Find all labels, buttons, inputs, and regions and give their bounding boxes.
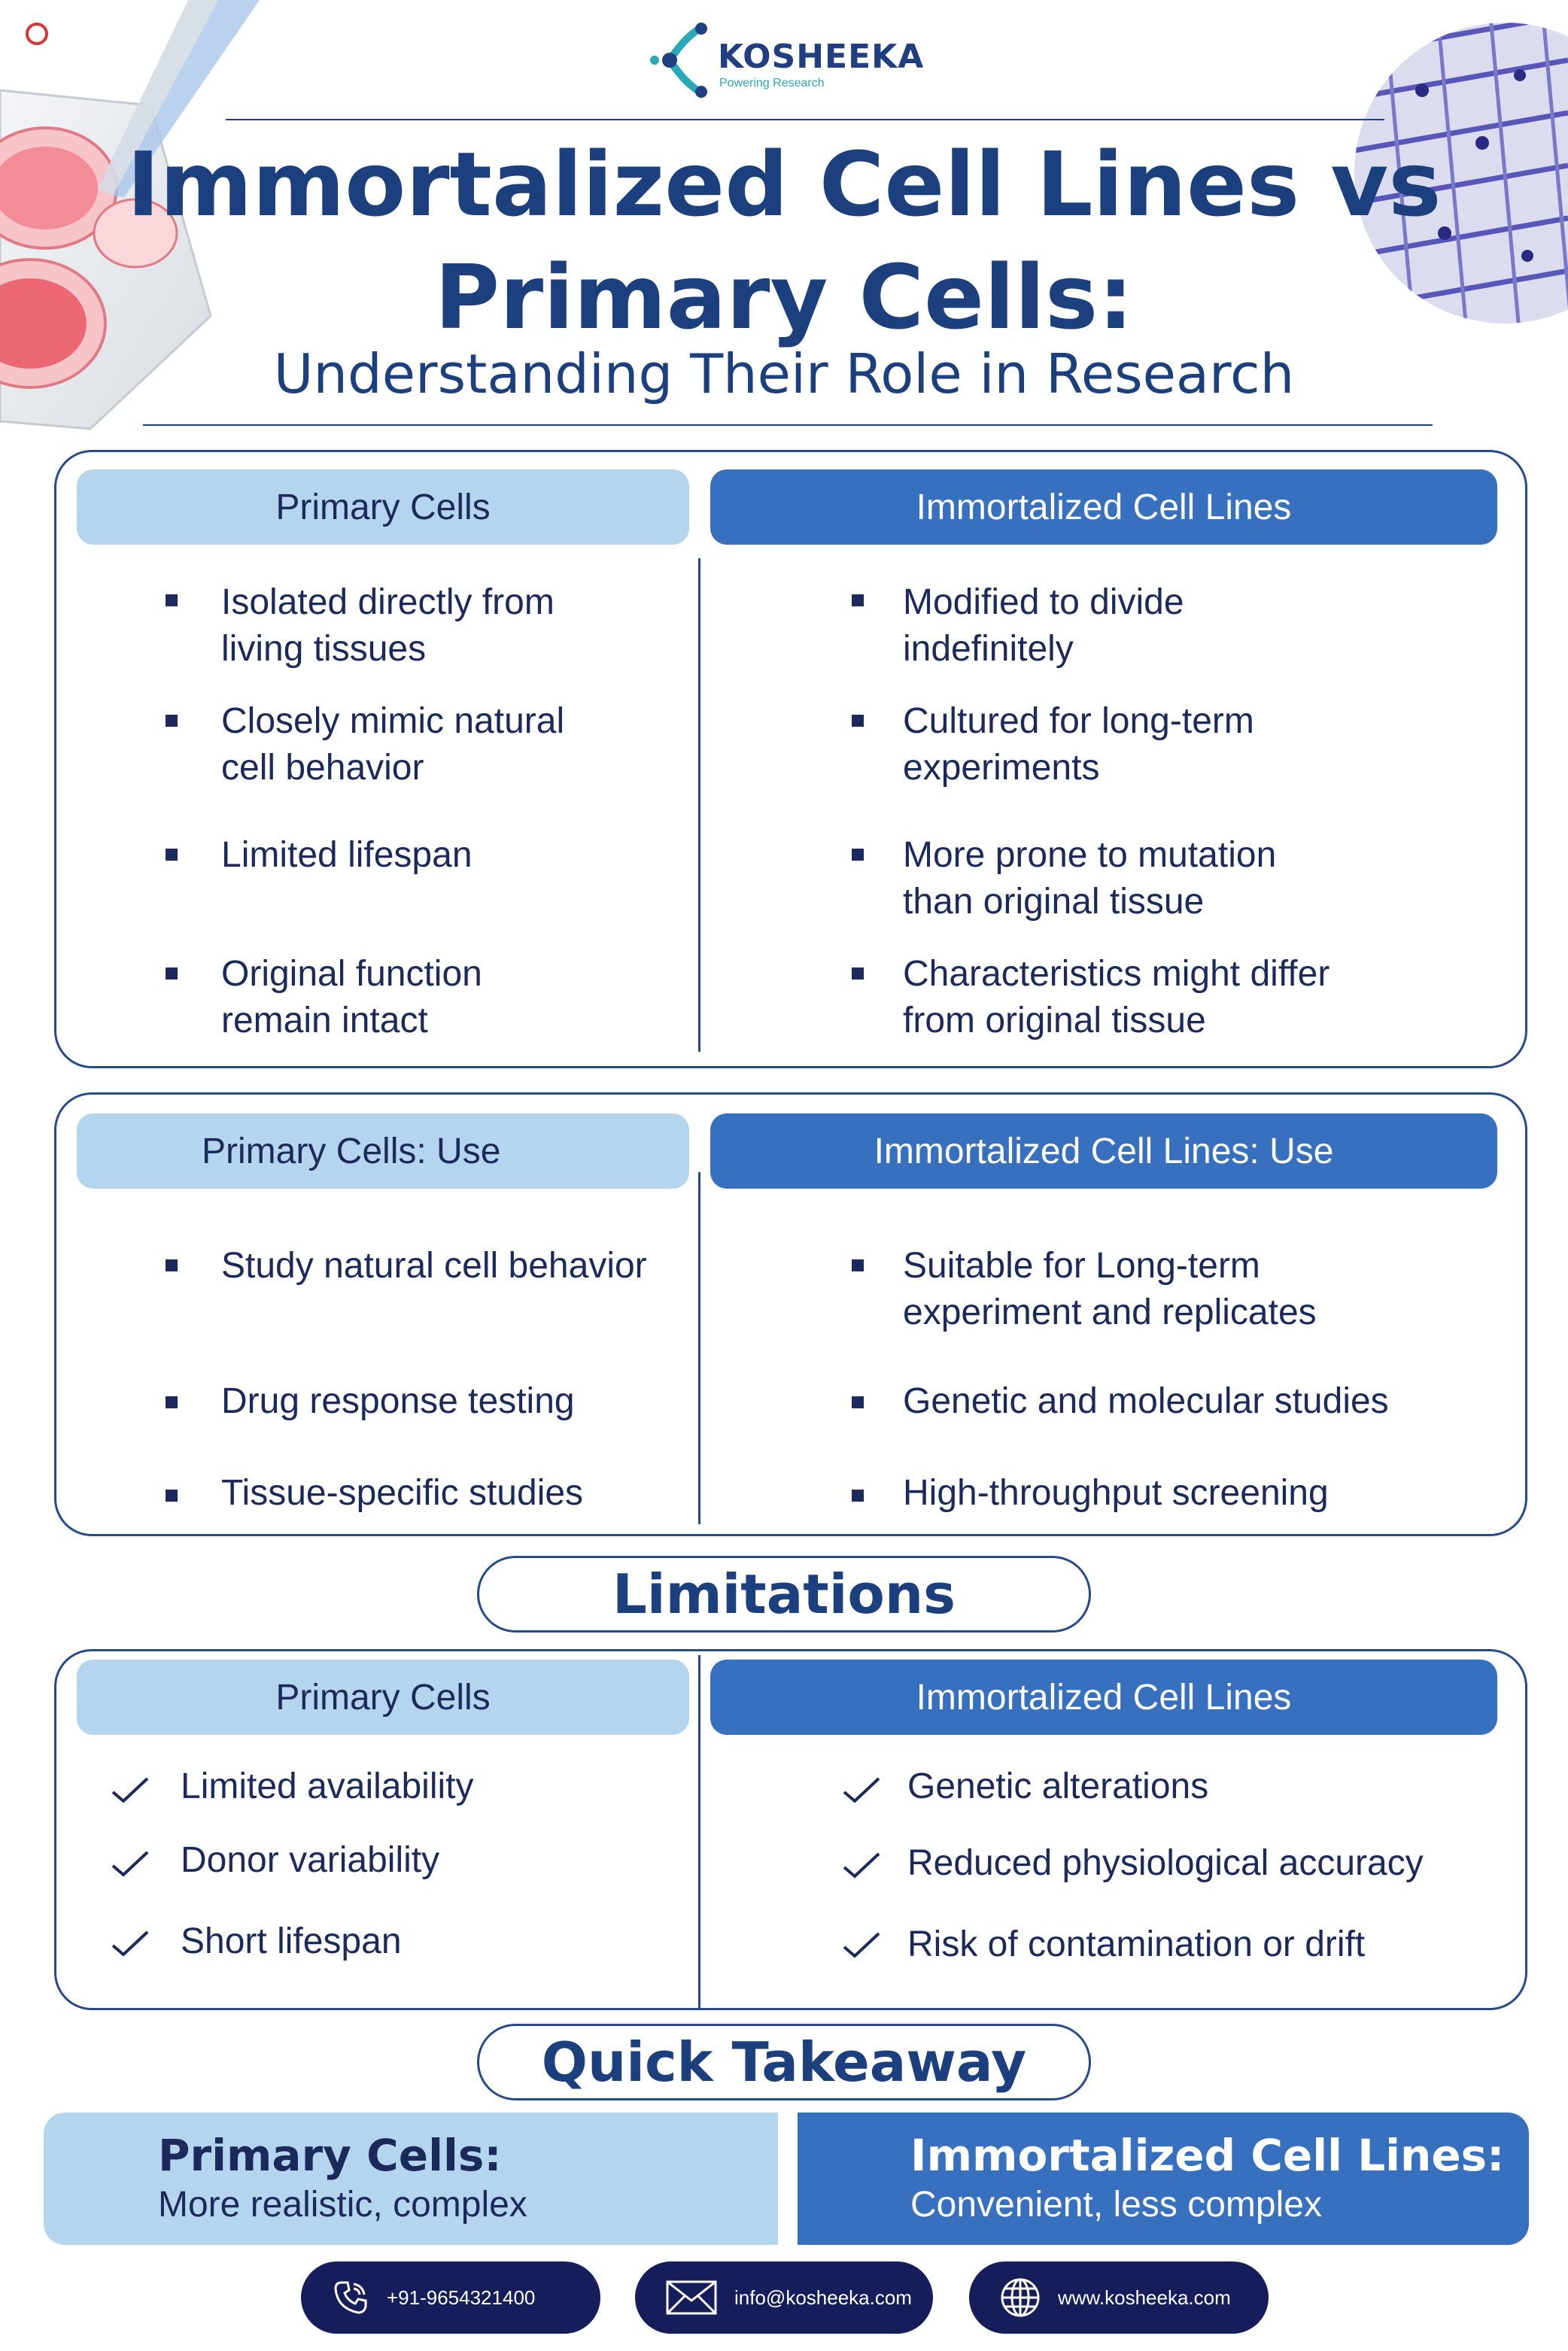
list-item: Drug response testing (221, 1381, 575, 1421)
takeaway-primary (44, 2113, 778, 2245)
list-item: Characteristics might differ from original tissue (903, 954, 1330, 1040)
limitations-header-primary: Primary Cells (77, 1660, 689, 1735)
phone-number: +91-9654321400 (387, 2286, 536, 2309)
list-item: Modified to divide indefinitely (903, 582, 1184, 669)
title-line-1: Immortalized Cell Lines vs (126, 132, 1442, 236)
takeaway-immortalized (798, 2113, 1529, 2245)
square-bullet-icon (852, 1396, 864, 1408)
header-rule-bottom (143, 424, 1433, 426)
list-item: Study natural cell behavior (221, 1246, 647, 1286)
square-bullet-icon (852, 594, 864, 606)
phone-contact[interactable] (301, 2261, 600, 2334)
page-subtitle: Understanding Their Role in Research (273, 342, 1295, 406)
square-bullet-icon (852, 849, 864, 861)
limitations-title: Limitations (477, 1556, 1091, 1633)
square-bullet-icon (166, 715, 178, 727)
list-item: Donor variability (181, 1840, 440, 1880)
check-icon (110, 1775, 150, 1806)
list-item: Limited availability (181, 1766, 474, 1806)
brand-name: KOSHEEKA (718, 38, 925, 76)
website-contact[interactable] (969, 2261, 1269, 2334)
square-bullet-icon (166, 594, 178, 606)
list-item: Genetic and molecular studies (903, 1381, 1389, 1421)
check-icon (110, 1929, 150, 1959)
takeaway-title: Quick Takeaway (477, 2024, 1091, 2100)
uses-header-primary: Primary Cells: Use (77, 1113, 689, 1189)
square-bullet-icon (852, 1259, 864, 1271)
phone-icon (331, 2278, 370, 2317)
square-bullet-icon (166, 849, 178, 861)
check-icon (110, 1849, 150, 1879)
comparison-divider (698, 558, 700, 1052)
square-bullet-icon (852, 715, 864, 727)
check-icon (841, 1930, 882, 1961)
list-item: Limited lifespan (221, 835, 473, 875)
brand-tagline: Powering Research (719, 77, 825, 90)
list-item: Genetic alterations (907, 1766, 1209, 1806)
square-bullet-icon (852, 967, 864, 980)
check-icon (841, 1851, 882, 1881)
list-item: Isolated directly from living tissues (221, 582, 555, 669)
takeaway-primary-text: More realistic, complex (158, 2185, 527, 2225)
comparison-header-primary: Primary Cells (77, 469, 689, 545)
list-item: Original function remain intact (221, 954, 482, 1040)
square-bullet-icon (166, 1259, 178, 1271)
limitations-header-immortalized: Immortalized Cell Lines (710, 1660, 1497, 1735)
square-bullet-icon (166, 1490, 178, 1502)
header-rule-top (226, 119, 1384, 120)
limitations-divider (698, 1655, 700, 2009)
check-icon (841, 1775, 882, 1806)
mail-icon (665, 2280, 718, 2316)
list-item: Cultured for long-term experiments (903, 701, 1254, 788)
list-item: Tissue-specific studies (221, 1473, 584, 1513)
uses-header-immortalized: Immortalized Cell Lines: Use (710, 1113, 1497, 1189)
takeaway-primary-title: Primary Cells: (158, 2130, 502, 2181)
logo-mark-icon (647, 23, 722, 98)
website-url: www.kosheeka.com (1058, 2286, 1231, 2309)
email-contact[interactable] (635, 2261, 933, 2334)
list-item: Suitable for Long-term experiment and replicates (903, 1246, 1317, 1332)
takeaway-immortalized-title: Immortalized Cell Lines: (910, 2130, 1505, 2181)
list-item: Reduced physiological accuracy (907, 1843, 1424, 1883)
brand-logo (647, 23, 933, 98)
list-item: Risk of contamination or drift (907, 1924, 1366, 1964)
list-item: More prone to mutation than original tissue (903, 835, 1277, 922)
takeaway-immortalized-text: Convenient, less complex (910, 2185, 1322, 2225)
email-address: info@kosheeka.com (734, 2286, 912, 2309)
corner-badge-icon (26, 23, 48, 45)
page-title (113, 128, 1455, 354)
title-line-2: Primary Cells: (434, 245, 1134, 349)
globe-icon (999, 2277, 1041, 2319)
comparison-header-immortalized: Immortalized Cell Lines (710, 469, 1497, 545)
list-item: High-throughput screening (903, 1473, 1329, 1513)
square-bullet-icon (852, 1490, 864, 1502)
square-bullet-icon (166, 967, 178, 980)
list-item: Short lifespan (181, 1921, 402, 1961)
square-bullet-icon (166, 1396, 178, 1408)
list-item: Closely mimic natural cell behavior (221, 701, 565, 788)
uses-divider (698, 1172, 700, 1524)
